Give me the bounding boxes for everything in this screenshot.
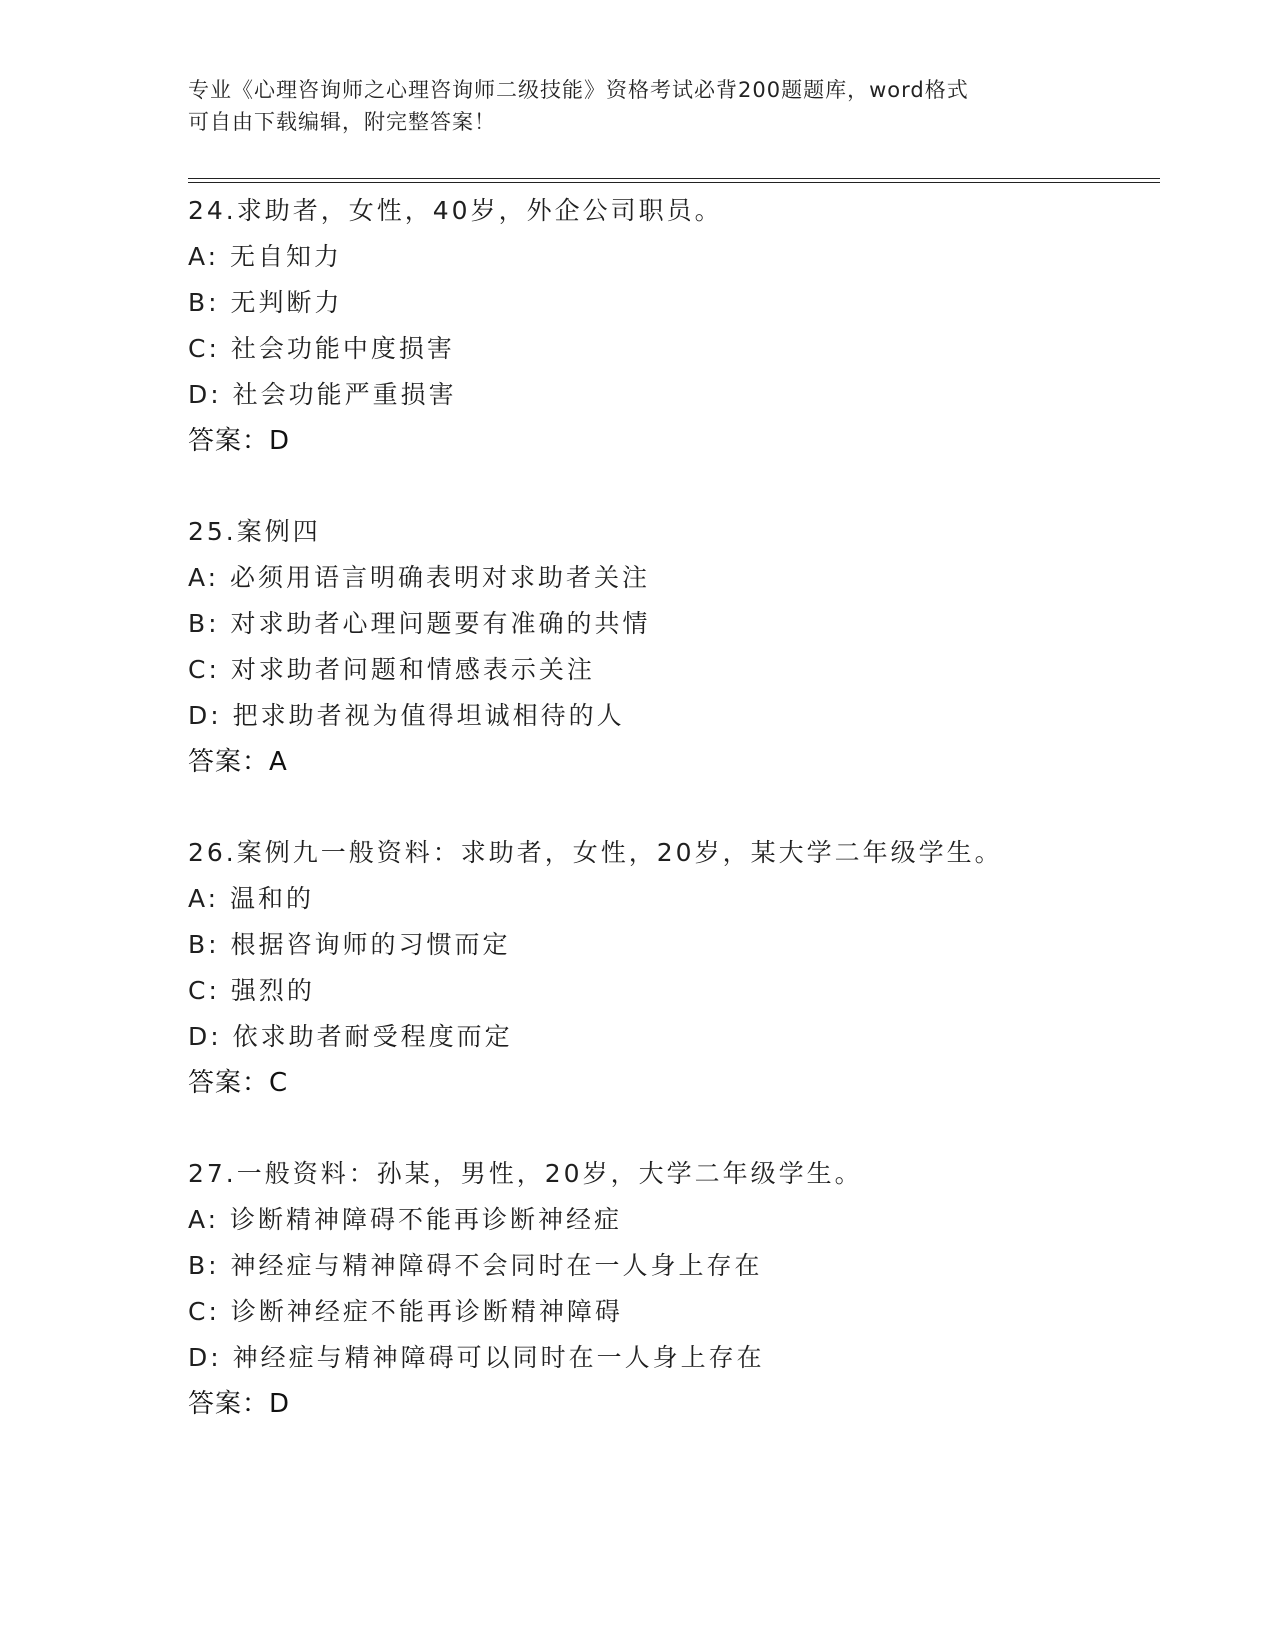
option-b: B: 对求助者心理问题要有准确的共情 — [188, 609, 651, 638]
question-26 — [188, 830, 1148, 1106]
document-header — [188, 74, 1088, 138]
option-a: A: 诊断精神障碍不能再诊断神经症 — [188, 1205, 623, 1234]
question-stem: 26.案例九一般资料：求助者，女性，20岁，某大学二年级学生。 — [188, 838, 1003, 867]
option-c: C: 社会功能中度损害 — [188, 334, 455, 363]
answer: 答案：C — [188, 1068, 289, 1098]
header-rule-bottom — [188, 182, 1160, 183]
header-line-2: 可自由下载编辑，附完整答案！ — [188, 110, 496, 134]
answer: 答案：D — [188, 426, 291, 456]
option-d: D: 神经症与精神障碍可以同时在一人身上存在 — [188, 1343, 765, 1372]
option-c: C: 诊断神经症不能再诊断精神障碍 — [188, 1297, 623, 1326]
question-list — [188, 188, 1148, 1472]
question-27 — [188, 1151, 1148, 1427]
option-a: A: 无自知力 — [188, 242, 343, 271]
question-24 — [188, 188, 1148, 464]
option-a: A: 温和的 — [188, 884, 315, 913]
option-c: C: 对求助者问题和情感表示关注 — [188, 655, 595, 684]
question-stem: 27.一般资料：孙某，男性，20岁，大学二年级学生。 — [188, 1159, 863, 1188]
question-25 — [188, 509, 1148, 785]
answer: 答案：A — [188, 747, 288, 777]
option-b: B: 无判断力 — [188, 288, 343, 317]
option-b: B: 根据咨询师的习惯而定 — [188, 930, 511, 959]
question-stem: 25.案例四 — [188, 517, 321, 546]
question-stem: 24.求助者，女性，40岁，外企公司职员。 — [188, 196, 723, 225]
option-c: C: 强烈的 — [188, 976, 315, 1005]
header-line-1: 专业《心理咨询师之心理咨询师二级技能》资格考试必背200题题库，word格式 — [188, 78, 969, 102]
header-rule-top — [188, 178, 1160, 179]
option-a: A: 必须用语言明确表明对求助者关注 — [188, 563, 651, 592]
option-d: D: 社会功能严重损害 — [188, 380, 457, 409]
option-d: D: 依求助者耐受程度而定 — [188, 1022, 513, 1051]
answer: 答案：D — [188, 1389, 291, 1419]
option-b: B: 神经症与精神障碍不会同时在一人身上存在 — [188, 1251, 763, 1280]
option-d: D: 把求助者视为值得坦诚相待的人 — [188, 701, 625, 730]
